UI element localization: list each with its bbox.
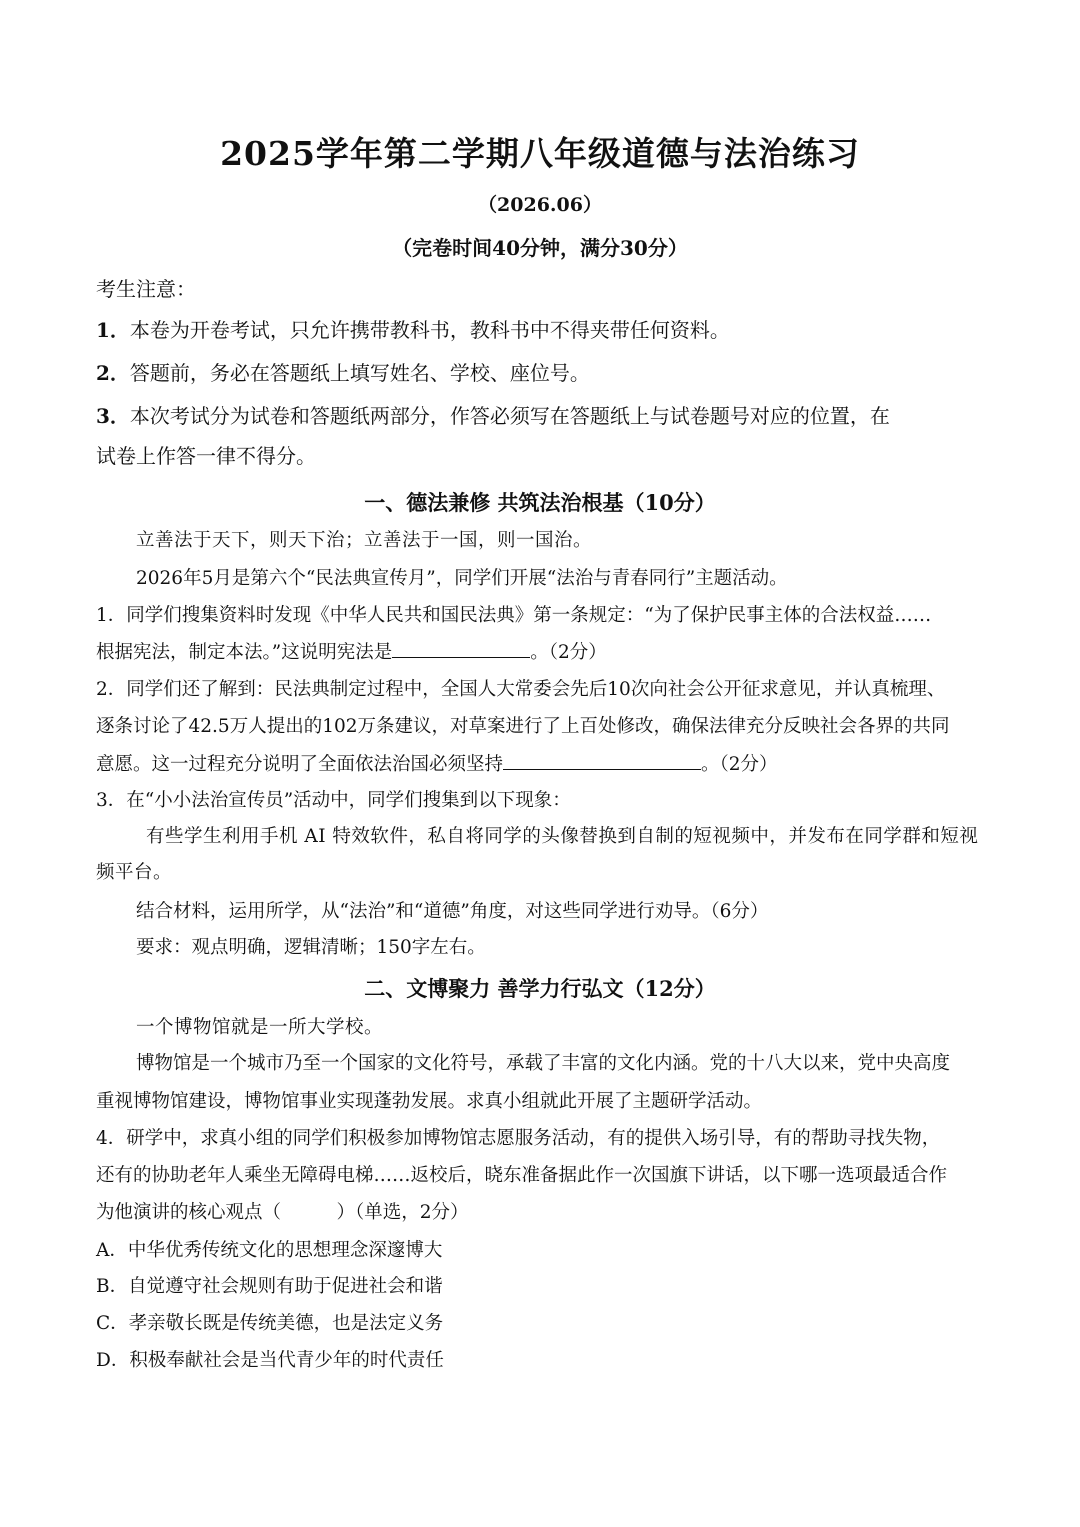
notice-item-3-continued: 试卷上作答一律不得分。: [96, 444, 316, 468]
exam-title: 2025学年第二学期八年级道德与法治练习: [220, 134, 860, 173]
question-3-task: 结合材料，运用所学，从“法治”和“道德”角度，对这些同学进行劝导。（6分）: [136, 901, 769, 922]
question-3-line-1: 3．在“小小法治宣传员”活动中，同学们搜集到以下现象：: [96, 790, 571, 811]
answer-blank-1: [392, 639, 530, 658]
question-1-line-2: [96, 639, 607, 666]
question-2-line-2: 逐条讨论了42.5万人提出的102万条建议，对草案进行了上百处修改，确保法律充分反映社会各界的共同: [96, 716, 950, 737]
section-1-heading: 一、德法兼修 共筑法治根基（10分）: [364, 490, 716, 515]
exam-time-info: （完卷时间40分钟，满分30分）: [392, 236, 688, 260]
question-4-line-3: 为他演讲的核心观点（ ）（单选，2分）: [96, 1202, 469, 1223]
notice-item-number: 3．: [96, 404, 130, 428]
notice-item-2: [96, 360, 590, 386]
answer-blank-2: [503, 751, 701, 770]
option-d: D．积极奉献社会是当代青少年的时代责任: [96, 1350, 444, 1371]
question-3-material-2: 频平台。: [96, 862, 173, 883]
question-1-score: 。（2分）: [530, 642, 607, 663]
option-a: A．中华优秀传统文化的思想理念深邃博大: [96, 1240, 443, 1261]
section-2-intro-line-2: 重视博物馆建设，博物馆事业实现蓬勃发展。求真小组就此开展了主题研学活动。: [96, 1091, 763, 1112]
notice-item-number: 2．: [96, 361, 130, 385]
question-3-material-1: 有些学生利用手机 AI 特效软件，私自将同学的头像替换到自制的短视频中，并发布在同学群和短视: [146, 826, 979, 847]
question-1-text: 根据宪法，制定本法。”这说明宪法是: [96, 642, 393, 663]
question-3-requirement: 要求：观点明确，逻辑清晰；150字左右。: [136, 937, 486, 958]
section-1-intro: 2026年5月是第六个“民法典宣传月”，同学们开展“法治与青春同行”主题活动。: [136, 568, 788, 589]
notice-item-3: [96, 403, 890, 429]
notice-item-text: 本卷为开卷考试，只允许携带教科书，教科书中不得夹带任何资料。: [129, 318, 730, 342]
notice-item-text: 本次考试分为试卷和答题纸两部分，作答必须写在答题纸上与试卷题号对应的位置，在: [129, 404, 890, 428]
notice-item-1: [96, 317, 730, 343]
question-2-score: 。（2分）: [701, 754, 778, 775]
section-2-quote: 一个博物馆就是一所大学校。: [136, 1017, 384, 1038]
exam-date: （2026.06）: [478, 194, 602, 216]
notice-item-number: 1．: [96, 318, 130, 342]
question-2-text: 意愿。这一过程充分说明了全面依法治国必须坚持: [96, 754, 504, 775]
section-2-intro-line-1: 博物馆是一个城市乃至一个国家的文化符号，承载了丰富的文化内涵。党的十八大以来，党中央高度: [136, 1053, 951, 1074]
question-2-line-3: [96, 751, 778, 778]
question-4-line-1: 4．研学中，求真小组的同学们积极参加博物馆志愿服务活动，有的提供入场引导，有的帮助寻找失物，: [96, 1128, 941, 1149]
question-2-line-1: 2．同学们还了解到：民法典制定过程中，全国人大常委会先后10次向社会公开征求意见，并认真梳理、: [96, 679, 946, 700]
option-c: C．孝亲敬长既是传统美德，也是法定义务: [96, 1313, 444, 1334]
question-4-line-2: 还有的协助老年人乘坐无障碍电梯……返校后，晓东准备据此作一次国旗下讲话，以下哪一选项最适合作: [96, 1165, 948, 1186]
question-1-line-1: 1．同学们搜集资料时发现《中华人民共和国民法典》第一条规定：“为了保护民事主体的合法权益……: [96, 605, 932, 626]
section-1-quote: 立善法于天下，则天下治；立善法于一国，则一国治。: [136, 530, 593, 551]
notice-item-text: 答题前，务必在答题纸上填写姓名、学校、座位号。: [129, 361, 590, 385]
option-b: B．自觉遵守社会规则有助于促进社会和谐: [96, 1276, 443, 1297]
section-2-heading: 二、文博聚力 善学力行弘文（12分）: [364, 976, 716, 1001]
notice-heading: 考生注意：: [96, 277, 196, 301]
